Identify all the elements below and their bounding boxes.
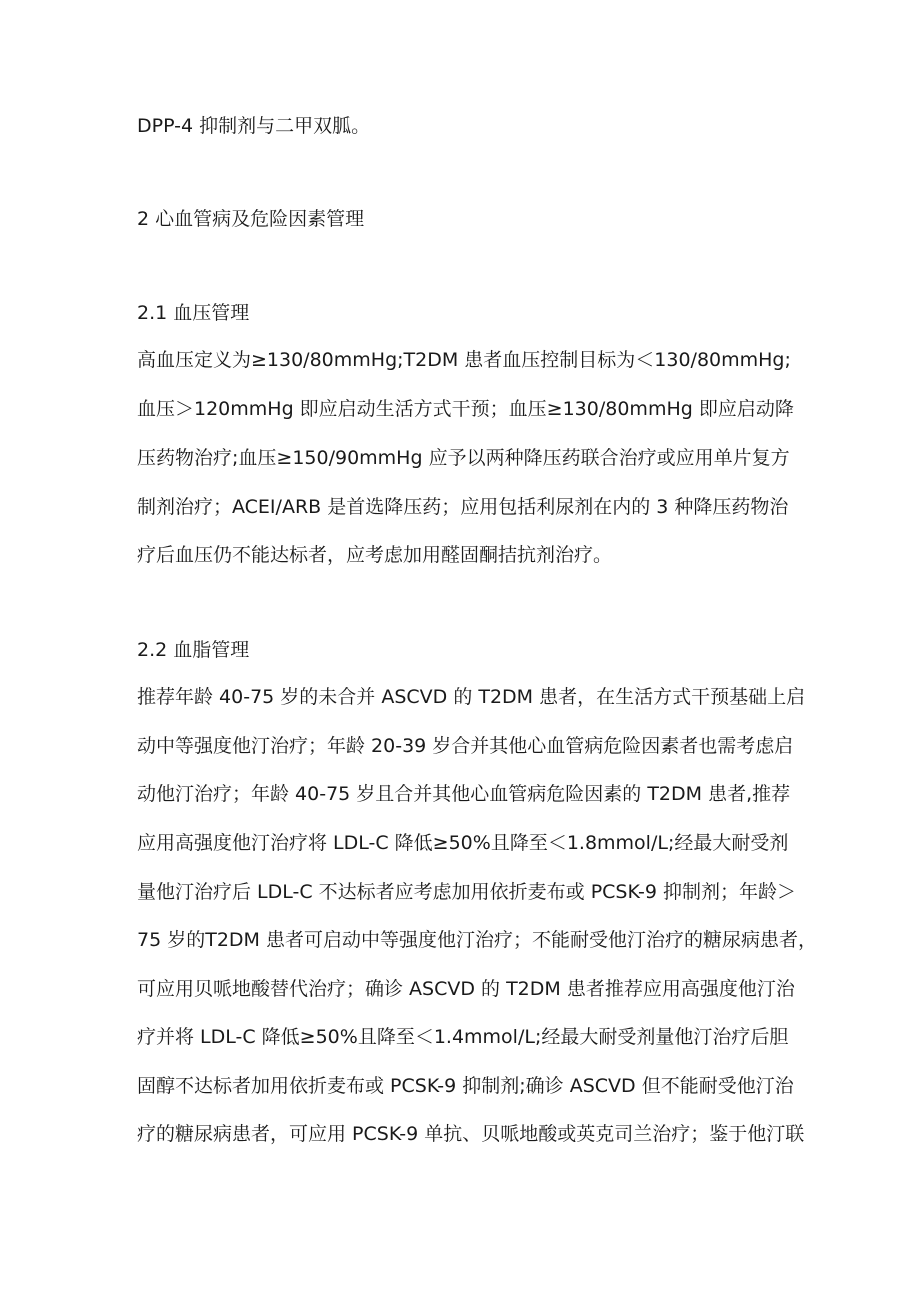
lipid-paragraph-line: 75 岁的T2DM 患者可启动中等强度他汀治疗；不能耐受他汀治疗的糖尿病患者，	[137, 929, 817, 951]
bp-paragraph-line: 压药物治疗;血压≥150/90mmHg 应予以两种降压药联合治疗或应用单片复方	[137, 447, 790, 469]
intro-tail-text: DPP-4 抑制剂与二甲双胍。	[137, 115, 371, 137]
lipid-paragraph-line: 推荐年龄 40-75 岁的未合并 ASCVD 的 T2DM 患者，在生活方式干预基础上启	[137, 686, 806, 708]
section-2-1-title: 2.1 血压管理	[137, 302, 250, 324]
lipid-paragraph-line: 应用高强度他汀治疗将 LDL-C 降低≥50%且降至＜1.8mmol/L;经最大耐受剂	[137, 832, 789, 854]
lipid-paragraph-line: 固醇不达标者加用依折麦布或 PCSK-9 抑制剂;确诊 ASCVD 但不能耐受他汀治	[137, 1075, 794, 1097]
bp-paragraph-line: 高血压定义为≥130/80mmHg;T2DM 患者血压控制目标为＜130/80mmHg;	[137, 349, 791, 371]
section-2-2-title: 2.2 血脂管理	[137, 639, 250, 661]
bp-paragraph-line: 制剂治疗；ACEI/ARB 是首选降压药；应用包括利尿剂在内的 3 种降压药物治	[137, 496, 789, 518]
bp-paragraph-line: 血压＞120mmHg 即应启动生活方式干预；血压≥130/80mmHg 即应启动降	[137, 398, 794, 420]
section-2-title: 2 心血管病及危险因素管理	[137, 208, 365, 230]
lipid-paragraph-line: 可应用贝哌地酸替代治疗；确诊 ASCVD 的 T2DM 患者推荐应用高强度他汀治	[137, 978, 795, 1000]
lipid-paragraph-line: 动中等强度他汀治疗；年龄 20-39 岁合并其他心血管病危险因素者也需考虑启	[137, 735, 794, 757]
lipid-paragraph-line: 疗的糖尿病患者，可应用 PCSK-9 单抗、贝哌地酸或英克司兰治疗；鉴于他汀联	[137, 1123, 805, 1145]
lipid-paragraph-line: 量他汀治疗后 LDL-C 不达标者应考虑加用依折麦布或 PCSK-9 抑制剂；年龄＞	[137, 881, 796, 903]
lipid-paragraph-line: 动他汀治疗；年龄 40-75 岁且合并其他心血管病危险因素的 T2DM 患者,推荐	[137, 783, 791, 805]
bp-paragraph-line: 疗后血压仍不能达标者，应考虑加用醛固酮拮抗剂治疗。	[137, 544, 613, 566]
lipid-paragraph-line: 疗并将 LDL-C 降低≥50%且降至＜1.4mmol/L;经最大耐受剂量他汀治疗后胆	[137, 1026, 789, 1048]
